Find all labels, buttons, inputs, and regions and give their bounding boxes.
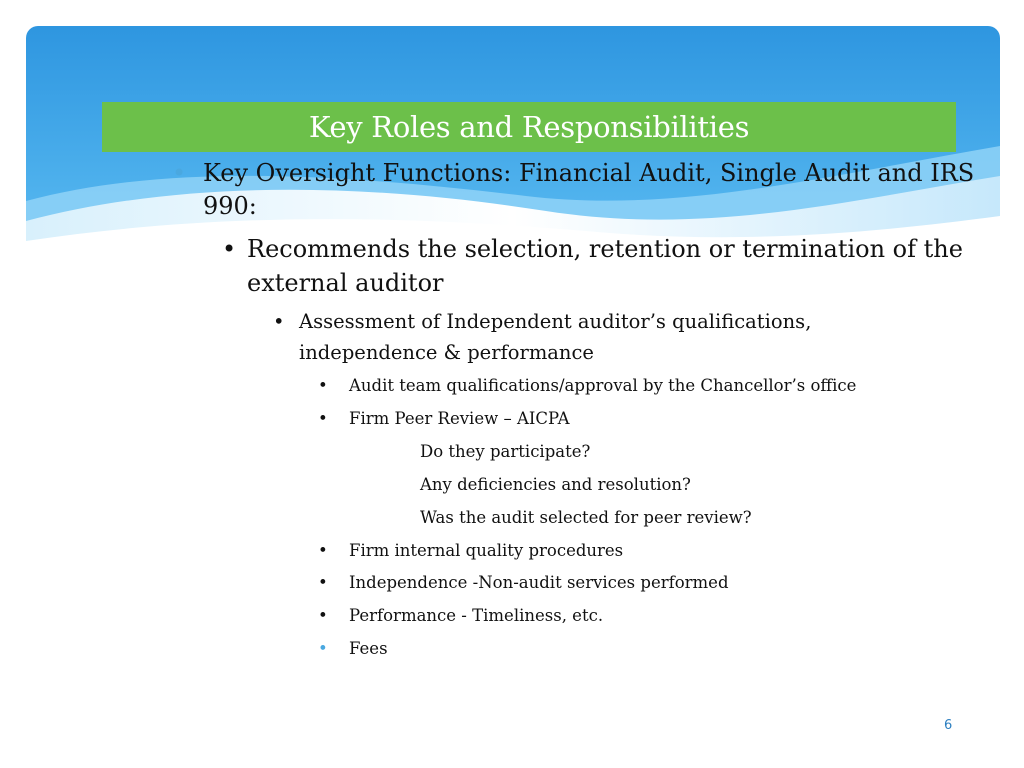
bullet-icon: • <box>273 310 285 333</box>
bullet-level2-continuation: external auditor <box>247 269 444 297</box>
title-bar <box>102 102 956 152</box>
bullet-icon: • <box>172 159 187 187</box>
bullet-level4-text: Performance - Timeliness, etc. <box>349 606 604 625</box>
bullet-icon: • <box>318 606 328 625</box>
bullet-level4-text: Firm internal quality procedures <box>349 541 624 560</box>
bullet-icon: • <box>318 541 328 560</box>
bullet-level2-text: Recommends the selection, retention or termination of the <box>247 235 963 263</box>
slide-title: Key Roles and Responsibilities <box>308 110 750 144</box>
sub-question-text: Do they participate? <box>420 442 591 461</box>
sub-question-text: Any deficiencies and resolution? <box>420 475 691 494</box>
bullet-icon: • <box>318 409 328 428</box>
bullet-level3-continuation: independence & performance <box>299 341 594 364</box>
bullet-level3-text: Assessment of Independent auditor’s qualifications, <box>299 310 812 333</box>
bullet-icon: • <box>318 639 328 658</box>
bullet-level4-text: Firm Peer Review – AICPA <box>349 409 570 428</box>
bullet-level4-text: Audit team qualifications/approval by the Chancellor’s office <box>349 376 857 395</box>
sub-question-text: Was the audit selected for peer review? <box>420 508 752 527</box>
bullet-icon: • <box>318 376 328 395</box>
bullet-icon: • <box>222 235 237 263</box>
bullet-level4-text: Fees <box>349 639 388 658</box>
bullet-level4-text: Independence -Non-audit services performed <box>349 573 729 592</box>
bullet-level1-continuation: 990: <box>203 192 257 220</box>
bullet-icon: • <box>318 573 328 592</box>
bullet-level1-text: Key Oversight Functions: Financial Audit, Single Audit and IRS <box>203 159 975 187</box>
page-number: 6 <box>944 718 953 733</box>
